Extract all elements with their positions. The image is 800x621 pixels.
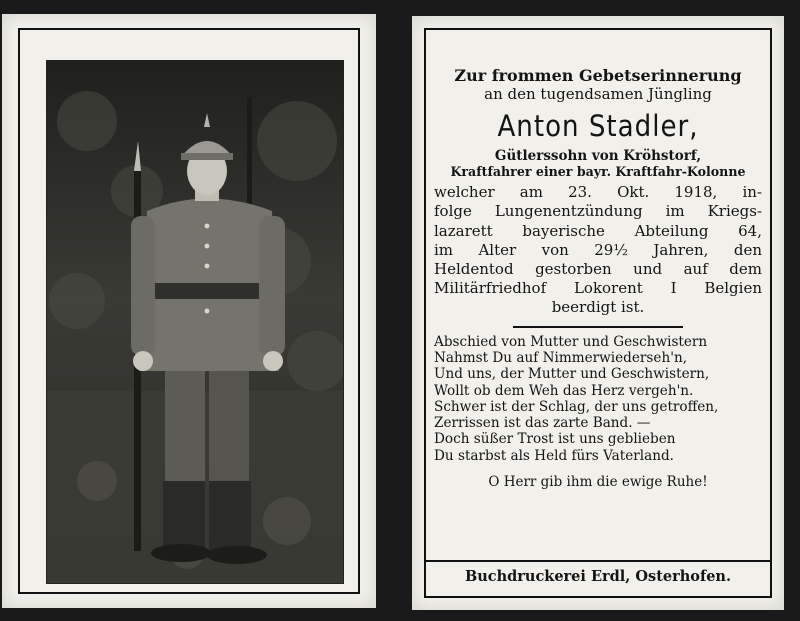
poem-line: Abschied von Mutter und Geschwistern <box>434 333 708 350</box>
deceased-name: Anton Stadler, <box>497 109 699 144</box>
subheading: an den tugendsamen Jüngling <box>484 85 712 104</box>
body-line: im Alter von 29½ Jahren, den <box>434 240 762 259</box>
poem-line: Du starbst als Held fürs Vaterland. <box>434 447 674 464</box>
body-text <box>434 183 762 317</box>
printer-imprint: Buchdruckerei Erdl, Osterhofen. <box>464 568 732 585</box>
soldier-photograph <box>46 60 344 584</box>
occupation-line: Kraftfahrer einer bayr. Kraftfahr-Kolonne <box>450 164 746 180</box>
memorial-card <box>412 16 784 610</box>
poem-line: Und uns, der Mutter und Geschwistern, <box>434 366 710 383</box>
body-line: welcher am 23. Okt. 1918, in- <box>434 183 762 202</box>
origin-line: Gütlerssohn von Kröhstorf, <box>494 147 702 164</box>
body-line: Militärfriedhof Lokorent I Belgien <box>434 279 762 298</box>
heading: Zur frommen Gebetserinnerung <box>454 66 742 85</box>
poem-line: Doch süßer Trost ist uns geblieben <box>434 431 676 448</box>
divider-rule <box>513 326 683 328</box>
photo-card <box>2 14 376 608</box>
poem-line: Wollt ob dem Weh das Herz vergeh'n. <box>434 382 694 399</box>
body-line: folge Lungenentzündung im Kriegs- <box>434 202 762 221</box>
body-last-line: beerdigt ist. <box>551 298 645 317</box>
poem-line: Schwer ist der Schlag, der uns getroffen, <box>434 398 719 415</box>
memorial-text <box>434 66 762 490</box>
poem-line: Zerrissen ist das zarte Band. — <box>434 415 651 432</box>
printer-divider <box>424 560 772 562</box>
poem-line: Nahmst Du auf Nimmerwiederseh'n, <box>434 349 688 366</box>
prayer-line: O Herr gib ihm die ewige Ruhe! <box>488 474 708 491</box>
body-line: lazarett bayerische Abteilung 64, <box>434 221 762 240</box>
poem <box>434 334 762 465</box>
soldier-portrait-illustration <box>47 61 343 583</box>
body-line: Heldentod gestorben und auf dem <box>434 260 762 279</box>
